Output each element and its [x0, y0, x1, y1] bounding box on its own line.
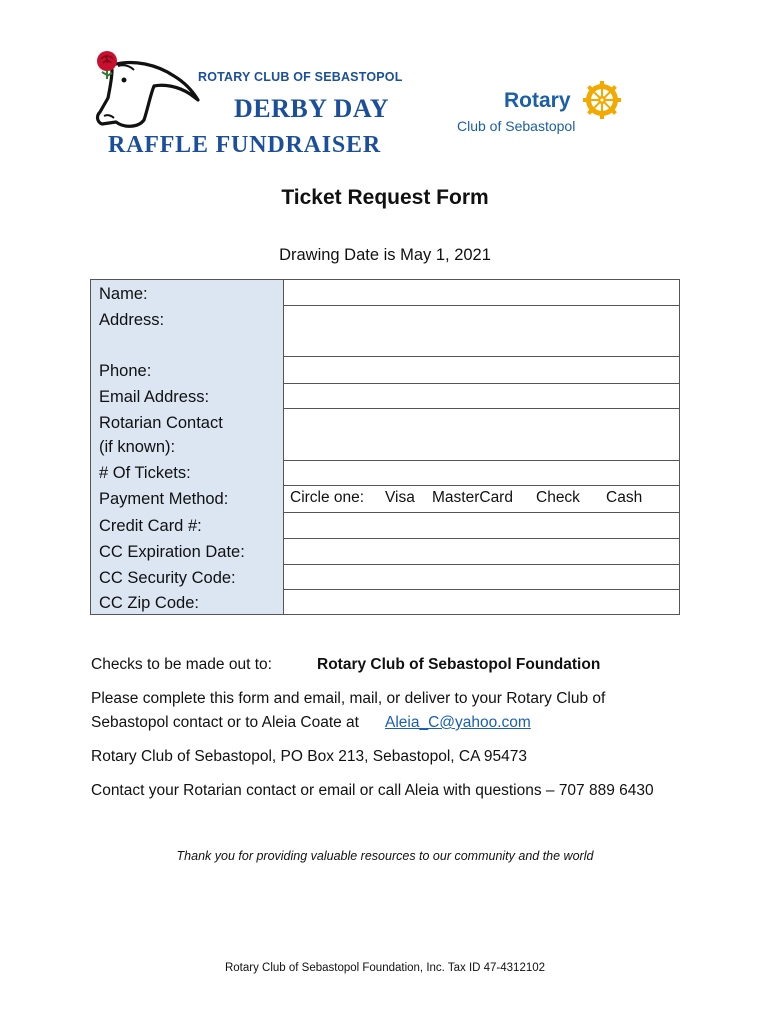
contact-email-link[interactable]: Aleia_C@yahoo.com — [385, 714, 531, 731]
label-cc-expiration: CC Expiration Date: — [99, 543, 245, 561]
label-address: Address: — [99, 311, 165, 329]
label-credit-card: Credit Card #: — [99, 517, 202, 535]
rose-icon — [94, 50, 120, 80]
label-rotarian-contact: Rotarian Contact — [99, 414, 223, 432]
ticket-request-table — [90, 279, 680, 615]
questions-contact: Contact your Rotarian contact or email or call Aleia with questions – 707 889 6430 — [91, 782, 654, 799]
payment-option-cash[interactable]: Cash — [606, 489, 643, 506]
footer-tax-id: Rotary Club of Sebastopol Foundation, Inc. Tax ID 47-4312102 — [224, 962, 546, 974]
row-divider — [284, 305, 679, 306]
checks-payee: Rotary Club of Sebastopol Foundation — [317, 656, 601, 673]
row-divider — [284, 460, 679, 461]
row-divider — [284, 538, 679, 539]
label-rotarian-contact-note: (if known): — [99, 438, 176, 456]
form-title: Ticket Request Form — [281, 186, 489, 209]
instructions-line-1: Please complete this form and email, mail, or deliver to your Rotary Club of — [91, 690, 606, 707]
rotary-wheel-icon — [582, 80, 622, 120]
row-divider — [284, 485, 679, 486]
label-number-of-tickets: # Of Tickets: — [99, 464, 191, 482]
label-name: Name: — [99, 285, 148, 303]
label-payment-method: Payment Method: — [99, 490, 229, 508]
label-email: Email Address: — [99, 388, 210, 406]
logo-club-name: ROTARY CLUB OF SEBASTOPOL — [198, 70, 403, 84]
row-divider — [284, 512, 679, 513]
row-divider — [284, 383, 679, 384]
payment-option-check[interactable]: Check — [536, 489, 580, 506]
row-divider — [284, 408, 679, 409]
rotary-subtitle: Club of Sebastopol — [457, 118, 576, 134]
drawing-date: Drawing Date is May 1, 2021 — [279, 246, 491, 264]
label-phone: Phone: — [99, 362, 152, 380]
instructions-line-2: Sebastopol contact or to Aleia Coate at — [91, 714, 359, 731]
rotary-club-logo — [456, 80, 626, 136]
payment-option-mastercard[interactable]: MasterCard — [432, 489, 513, 506]
mailing-address: Rotary Club of Sebastopol, PO Box 213, Sebastopol, CA 95473 — [91, 748, 527, 765]
label-cc-zip-code: CC Zip Code: — [99, 594, 199, 612]
logo-fundraiser-name: RAFFLE FUNDRAISER — [108, 132, 381, 158]
row-divider — [284, 564, 679, 565]
payment-prompt: Circle one: — [290, 489, 365, 506]
row-divider — [284, 589, 679, 590]
checks-label: Checks to be made out to: — [91, 656, 272, 673]
payment-option-visa[interactable]: Visa — [385, 489, 415, 506]
label-cc-security-code: CC Security Code: — [99, 569, 236, 587]
rotary-wordmark: Rotary — [504, 89, 571, 112]
thank-you-note: Thank you for providing valuable resources to our community and the world — [176, 849, 594, 863]
derby-day-logo — [94, 50, 403, 162]
row-divider — [284, 356, 679, 357]
logo-event-name: DERBY DAY — [234, 94, 389, 123]
